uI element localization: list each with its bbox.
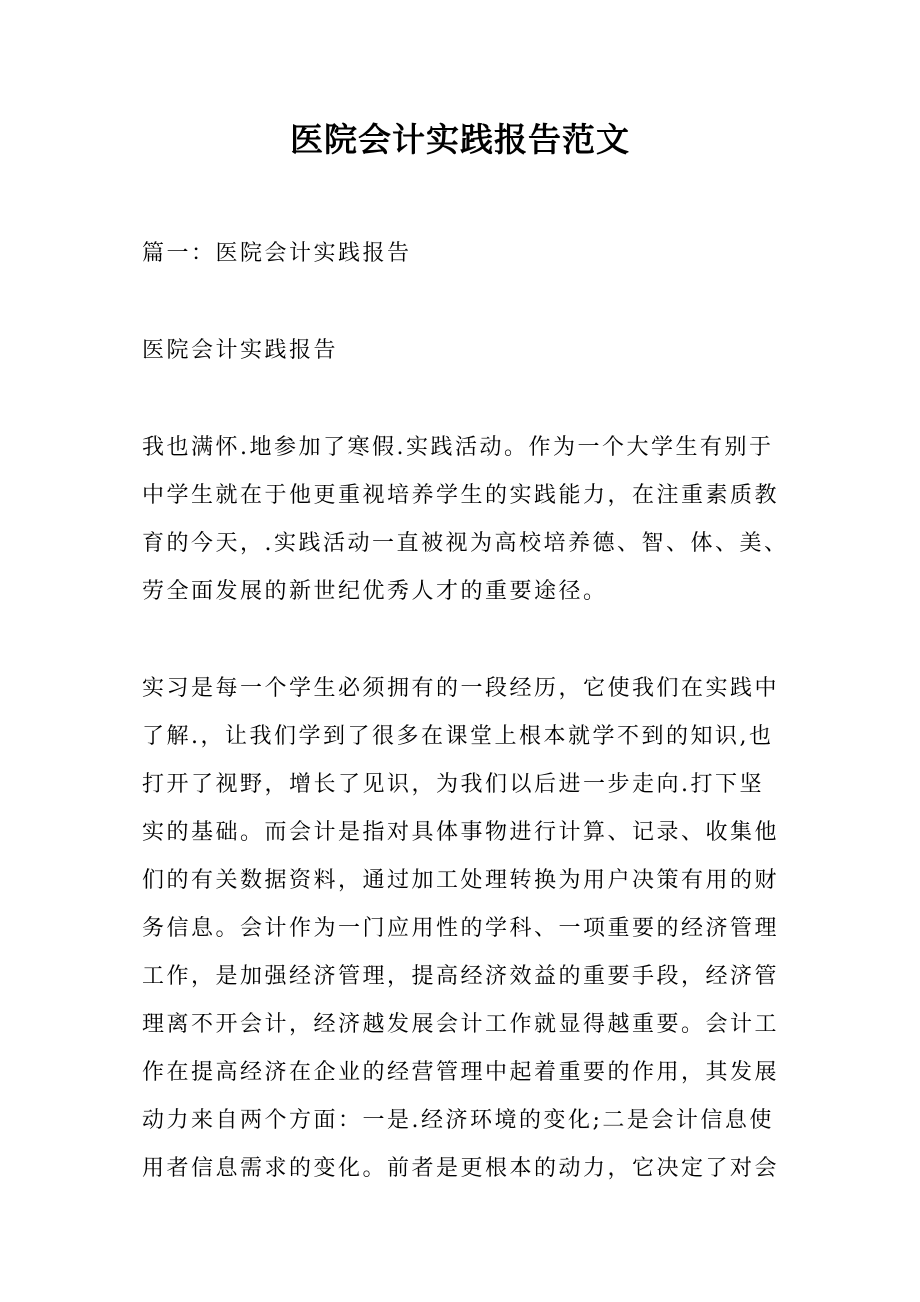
section-heading: 篇一：医院会计实践报告: [142, 241, 412, 266]
paragraph-line: 中学生就在于他更重视培养学生的实践能力，在注重素质教: [142, 483, 780, 508]
paragraph-line: 务信息。会计作为一门应用性的学科、一项重要的经济管理: [142, 916, 780, 941]
paragraph-line: 动力来自两个方面：一是.经济环境的变化;二是会计信息使: [142, 1108, 774, 1133]
paragraph-line: 育的今天，.实践活动一直被视为高校培养德、智、体、美、: [142, 531, 789, 556]
document-subtitle: 医院会计实践报告: [142, 338, 339, 363]
paragraph-line: 们的有关数据资料，通过加工处理转换为用户决策有用的财: [142, 868, 780, 893]
paragraph-line: 理离不开会计，经济越发展会计工作就显得越重要。会计工: [142, 1012, 780, 1037]
paragraph-line: 实习是每一个学生必须拥有的一段经历，它使我们在实践中: [142, 676, 780, 701]
paragraph-line: 作在提高经济在企业的经营管理中起着重要的作用，其发展: [142, 1060, 780, 1085]
paragraph-line: 实的基础。而会计是指对具体事物进行计算、记录、收集他: [142, 820, 780, 845]
paragraph-line: 劳全面发展的新世纪优秀人才的重要途径。: [142, 579, 608, 604]
paragraph-line: 用者信息需求的变化。前者是更根本的动力，它决定了对会: [142, 1156, 780, 1181]
paragraph-line: 我也满怀.地参加了寒假.实践活动。作为一个大学生有别于: [142, 435, 774, 460]
paragraph-line: 了解.，让我们学到了很多在课堂上根本就学不到的知识,也: [142, 724, 774, 749]
document-title: 医院会计实践报告范文: [290, 120, 630, 159]
paragraph-line: 工作，是加强经济管理，提高经济效益的重要手段，经济管: [142, 964, 780, 989]
paragraph-line: 打开了视野，增长了见识，为我们以后进一步走向.打下坚: [142, 772, 764, 797]
